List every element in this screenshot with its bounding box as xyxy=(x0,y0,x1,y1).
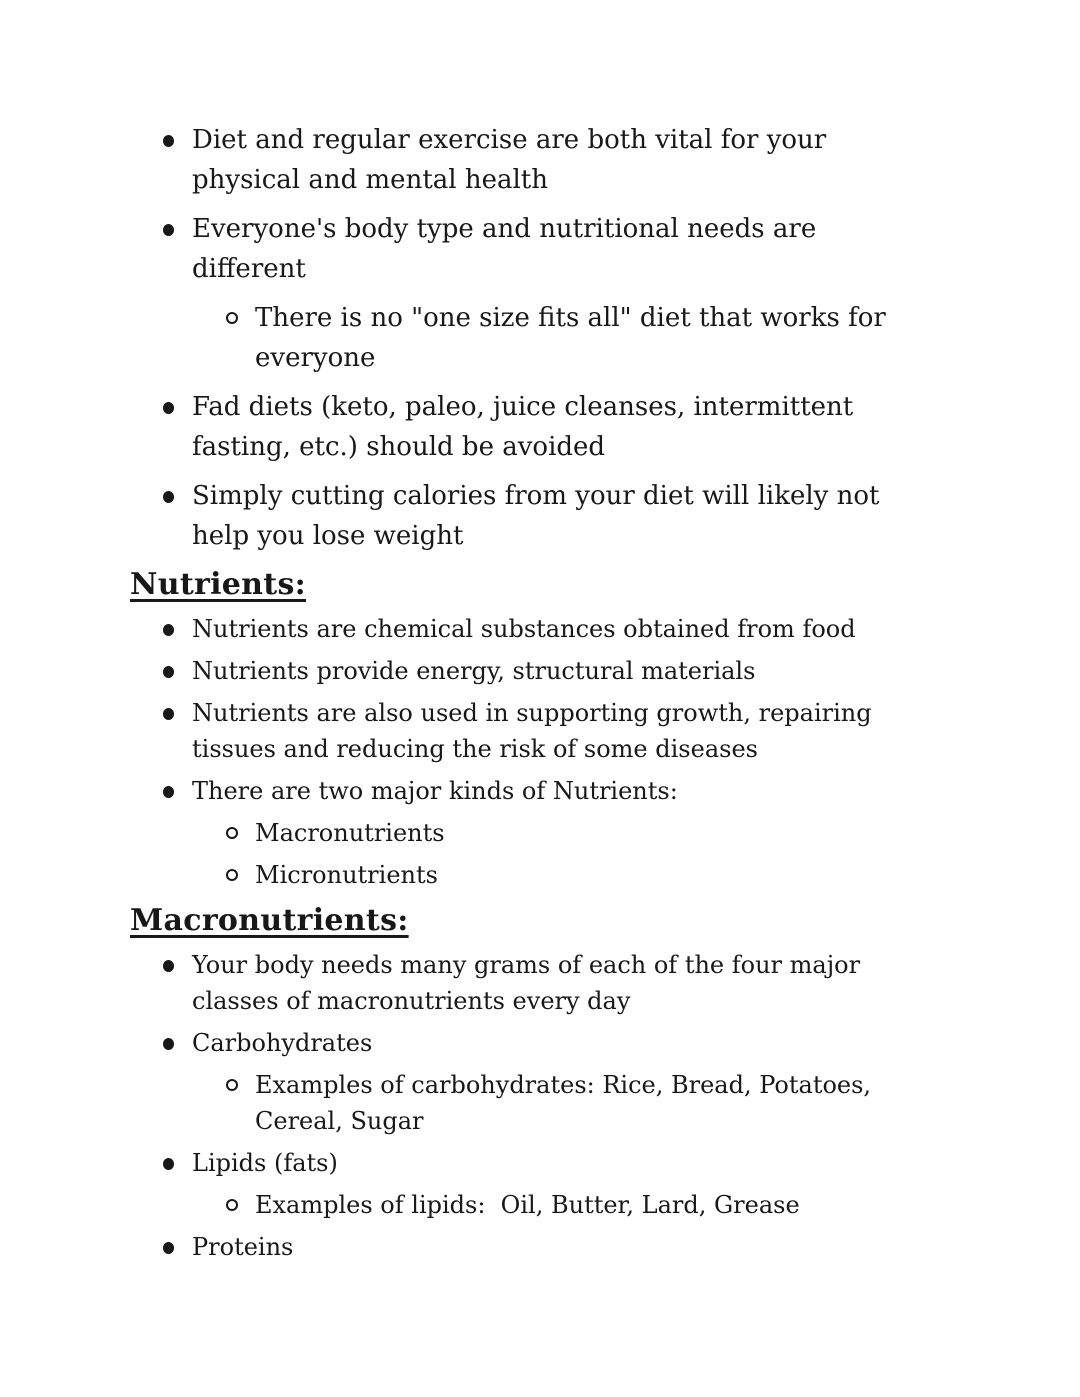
list-item xyxy=(192,1025,938,1139)
list-item xyxy=(192,476,938,556)
section-macronutrients xyxy=(130,901,938,1265)
bullet-filled-icon xyxy=(163,402,174,414)
list-item xyxy=(255,1187,938,1223)
bullet-filled-icon xyxy=(163,786,174,798)
section-nutrients xyxy=(130,565,938,893)
bullet-hollow-icon xyxy=(226,1079,238,1091)
list-item-text: Proteins xyxy=(192,1233,294,1261)
list-item-text: Carbohydrates xyxy=(192,1029,373,1057)
list-item xyxy=(255,857,938,893)
document-content xyxy=(130,120,938,1271)
list-item xyxy=(192,695,938,767)
list-item-text: Everyone's body type and nutritional needs are different xyxy=(192,214,825,284)
list-item-text: Nutrients provide energy, structural materials xyxy=(192,657,756,685)
bullet-hollow-icon xyxy=(226,1199,238,1211)
bullet-hollow-icon xyxy=(226,827,238,839)
list-item xyxy=(192,773,938,893)
section-intro xyxy=(130,120,938,556)
bullet-filled-icon xyxy=(163,960,174,972)
list-item xyxy=(192,611,938,647)
list-item xyxy=(192,387,938,467)
bullet-hollow-icon xyxy=(226,312,238,324)
bullet-filled-icon xyxy=(163,1242,174,1254)
list-item xyxy=(255,1067,938,1139)
list-item xyxy=(255,815,938,851)
list-item-text: Diet and regular exercise are both vital for your physical and mental health xyxy=(192,125,835,195)
list-item xyxy=(192,947,938,1019)
bullet-hollow-icon xyxy=(226,869,238,881)
bullet-list xyxy=(130,947,938,1265)
list-item-text: Lipids (fats) xyxy=(192,1149,338,1177)
bullet-filled-icon xyxy=(163,135,174,147)
bullet-list xyxy=(130,611,938,893)
list-item-text: There is no "one size fits all" diet that works for everyone xyxy=(255,303,895,373)
bullet-filled-icon xyxy=(163,708,174,720)
list-item xyxy=(192,1145,938,1223)
sub-bullet-list xyxy=(192,298,938,378)
section-heading-macronutrients: Macronutrients: xyxy=(130,903,409,938)
list-item xyxy=(192,209,938,378)
list-item-text: Nutrients are also used in supporting growth, repairing tissues and reducing the risk of some diseases xyxy=(192,699,880,763)
list-item-text: Examples of lipids: Oil, Butter, Lard, Grease xyxy=(255,1191,800,1219)
bullet-filled-icon xyxy=(163,666,174,678)
list-item-text: There are two major kinds of Nutrients: xyxy=(192,777,678,805)
sub-bullet-list xyxy=(192,1067,938,1139)
bullet-filled-icon xyxy=(163,224,174,236)
bullet-filled-icon xyxy=(163,491,174,503)
list-item-text: Micronutrients xyxy=(255,861,438,889)
list-item-text: Macronutrients xyxy=(255,819,445,847)
sub-bullet-list xyxy=(192,815,938,893)
list-item xyxy=(192,653,938,689)
list-item-text: Examples of carbohydrates: Rice, Bread, Potatoes, Cereal, Sugar xyxy=(255,1071,879,1135)
list-item xyxy=(255,298,938,378)
list-item xyxy=(192,120,938,200)
bullet-filled-icon xyxy=(163,624,174,636)
section-heading-nutrients: Nutrients: xyxy=(130,567,307,602)
list-item-text: Simply cutting calories from your diet will likely not help you lose weight xyxy=(192,481,888,551)
bullet-filled-icon xyxy=(163,1158,174,1170)
list-item-text: Nutrients are chemical substances obtained from food xyxy=(192,615,856,643)
bullet-list xyxy=(130,120,938,556)
sub-bullet-list xyxy=(192,1187,938,1223)
bullet-filled-icon xyxy=(163,1038,174,1050)
list-item-text: Fad diets (keto, paleo, juice cleanses, intermittent fasting, etc.) should be avoided xyxy=(192,392,862,462)
list-item xyxy=(192,1229,938,1265)
list-item-text: Your body needs many grams of each of the four major classes of macronutrients every day xyxy=(192,951,868,1015)
